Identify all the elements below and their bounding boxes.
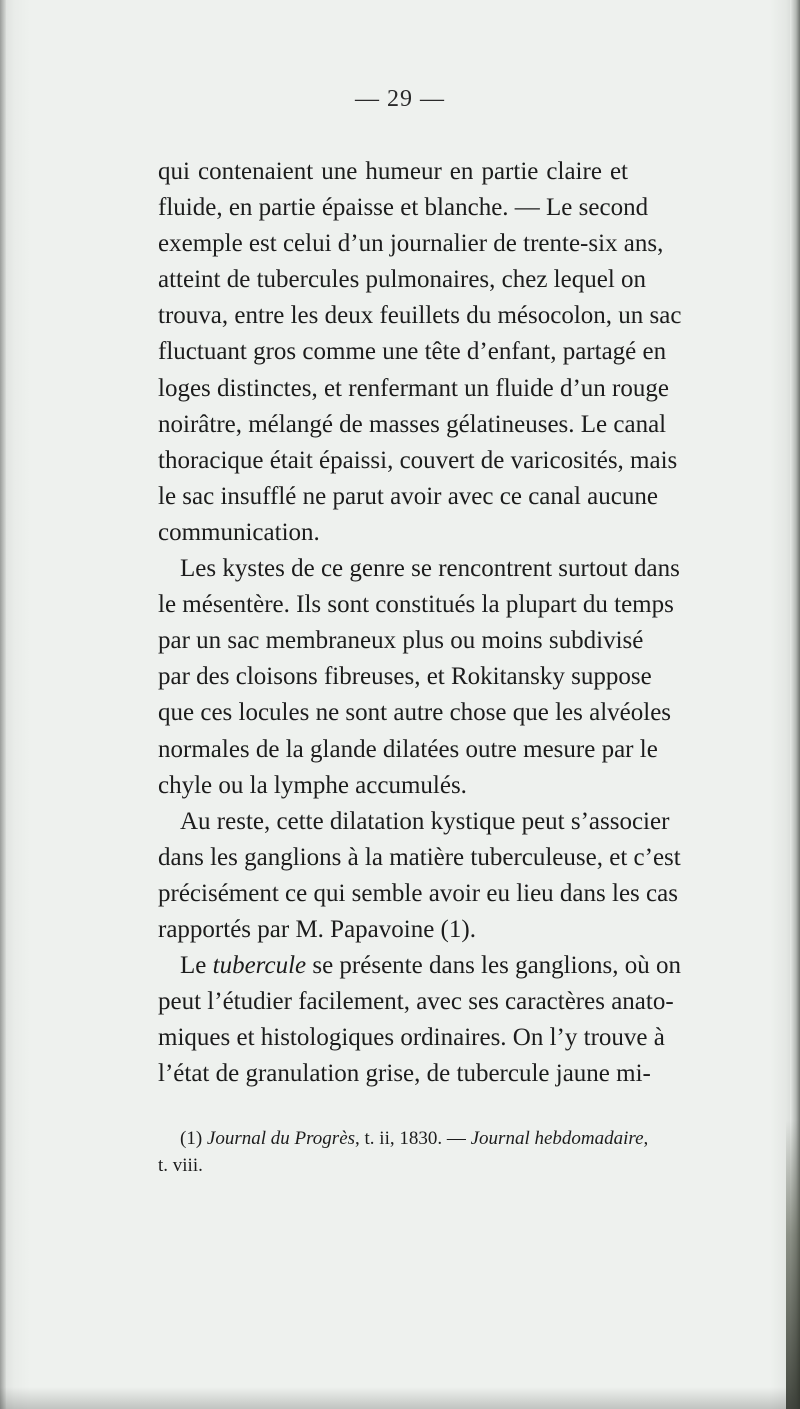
page-number: — 29 — [355, 86, 445, 112]
text-line: atteint de tubercules pulmonaires, chez lequel on [158, 266, 647, 294]
text-line: loges distinctes, et renfermant un fluide d’un rouge [158, 374, 669, 402]
text-line: dans les ganglions à la matière tuberculeuse, et c’est [158, 843, 681, 871]
text-line: par des cloisons fibreuses, et Rokitansky suppose [158, 663, 652, 691]
text-line: le sac insufflé ne parut avoir avec ce canal aucune [158, 482, 658, 510]
text-line: communication. [158, 518, 320, 546]
text-line: le mésentère. Ils sont constitués la plupart du temps [158, 591, 674, 619]
italic-term: tubercule [212, 952, 307, 980]
text-run: se présente dans les ganglions, où on [306, 952, 682, 980]
page-left-edge [0, 0, 6, 1409]
text-line: que ces locules ne sont autre chose que les alvéoles [158, 699, 672, 727]
text-line: fluide, en partie épaisse et blanche. — Le second [158, 194, 649, 222]
text-line: miques et histologiques ordinaires. On l’y trouve à [158, 1024, 665, 1052]
text-line [158, 948, 682, 984]
footnote-line [158, 1125, 649, 1152]
text-line: Les kystes de ce genre se rencontrent surtout dans [180, 555, 680, 583]
footnote [158, 1125, 649, 1179]
footnote-line: t. viii. [158, 1155, 203, 1176]
text-line: par un sac membraneux plus ou moins subdivisé [158, 627, 644, 655]
text-line: normales de la glande dilatées outre mesure par le [158, 735, 658, 763]
text-line: noirâtre, mélangé de masses gélatineuses. Le canal [158, 410, 667, 438]
text-line: thoracique était épaissi, couvert de varicosités, mais [158, 446, 678, 474]
footnote-journal-title: Journal du Progrès [206, 1128, 356, 1149]
text-line: chyle ou la lymphe accumulés. [158, 771, 467, 799]
text-line: précisément ce qui semble avoir eu lieu dans les cas [158, 879, 678, 907]
footnote-punctuation: , [643, 1128, 649, 1149]
page-bottom-shadow [0, 1387, 800, 1409]
text-run: Le [180, 952, 213, 980]
page-edge-stain [786, 1120, 800, 1409]
text-line: rapportés par M. Papavoine (1). [158, 915, 476, 943]
text-line: l’état de granulation grise, de tubercule jaune mi- [158, 1060, 651, 1088]
text-line: trouva, entre les deux feuillets du mésocolon, un sac [158, 302, 682, 330]
text-line: Au reste, cette dilatation kystique peut s’associer [180, 807, 670, 835]
text-line: exemple est celui d’un journalier de trente-six ans, [158, 230, 664, 258]
footnote-journal-title: Journal hebdomadaire [470, 1128, 644, 1149]
footnote-reference: , t. ii, 1830. — [355, 1128, 466, 1149]
text-line: peut l’étudier facilement, avec ses caractères anato- [158, 988, 674, 1016]
footnote-marker: (1) [180, 1128, 203, 1149]
body-text [158, 154, 682, 1092]
text-line: fluctuant gros comme une tête d’enfant, partagé en [158, 338, 667, 366]
text-line: qui contenaient une humeur en partie claire et [158, 158, 628, 185]
